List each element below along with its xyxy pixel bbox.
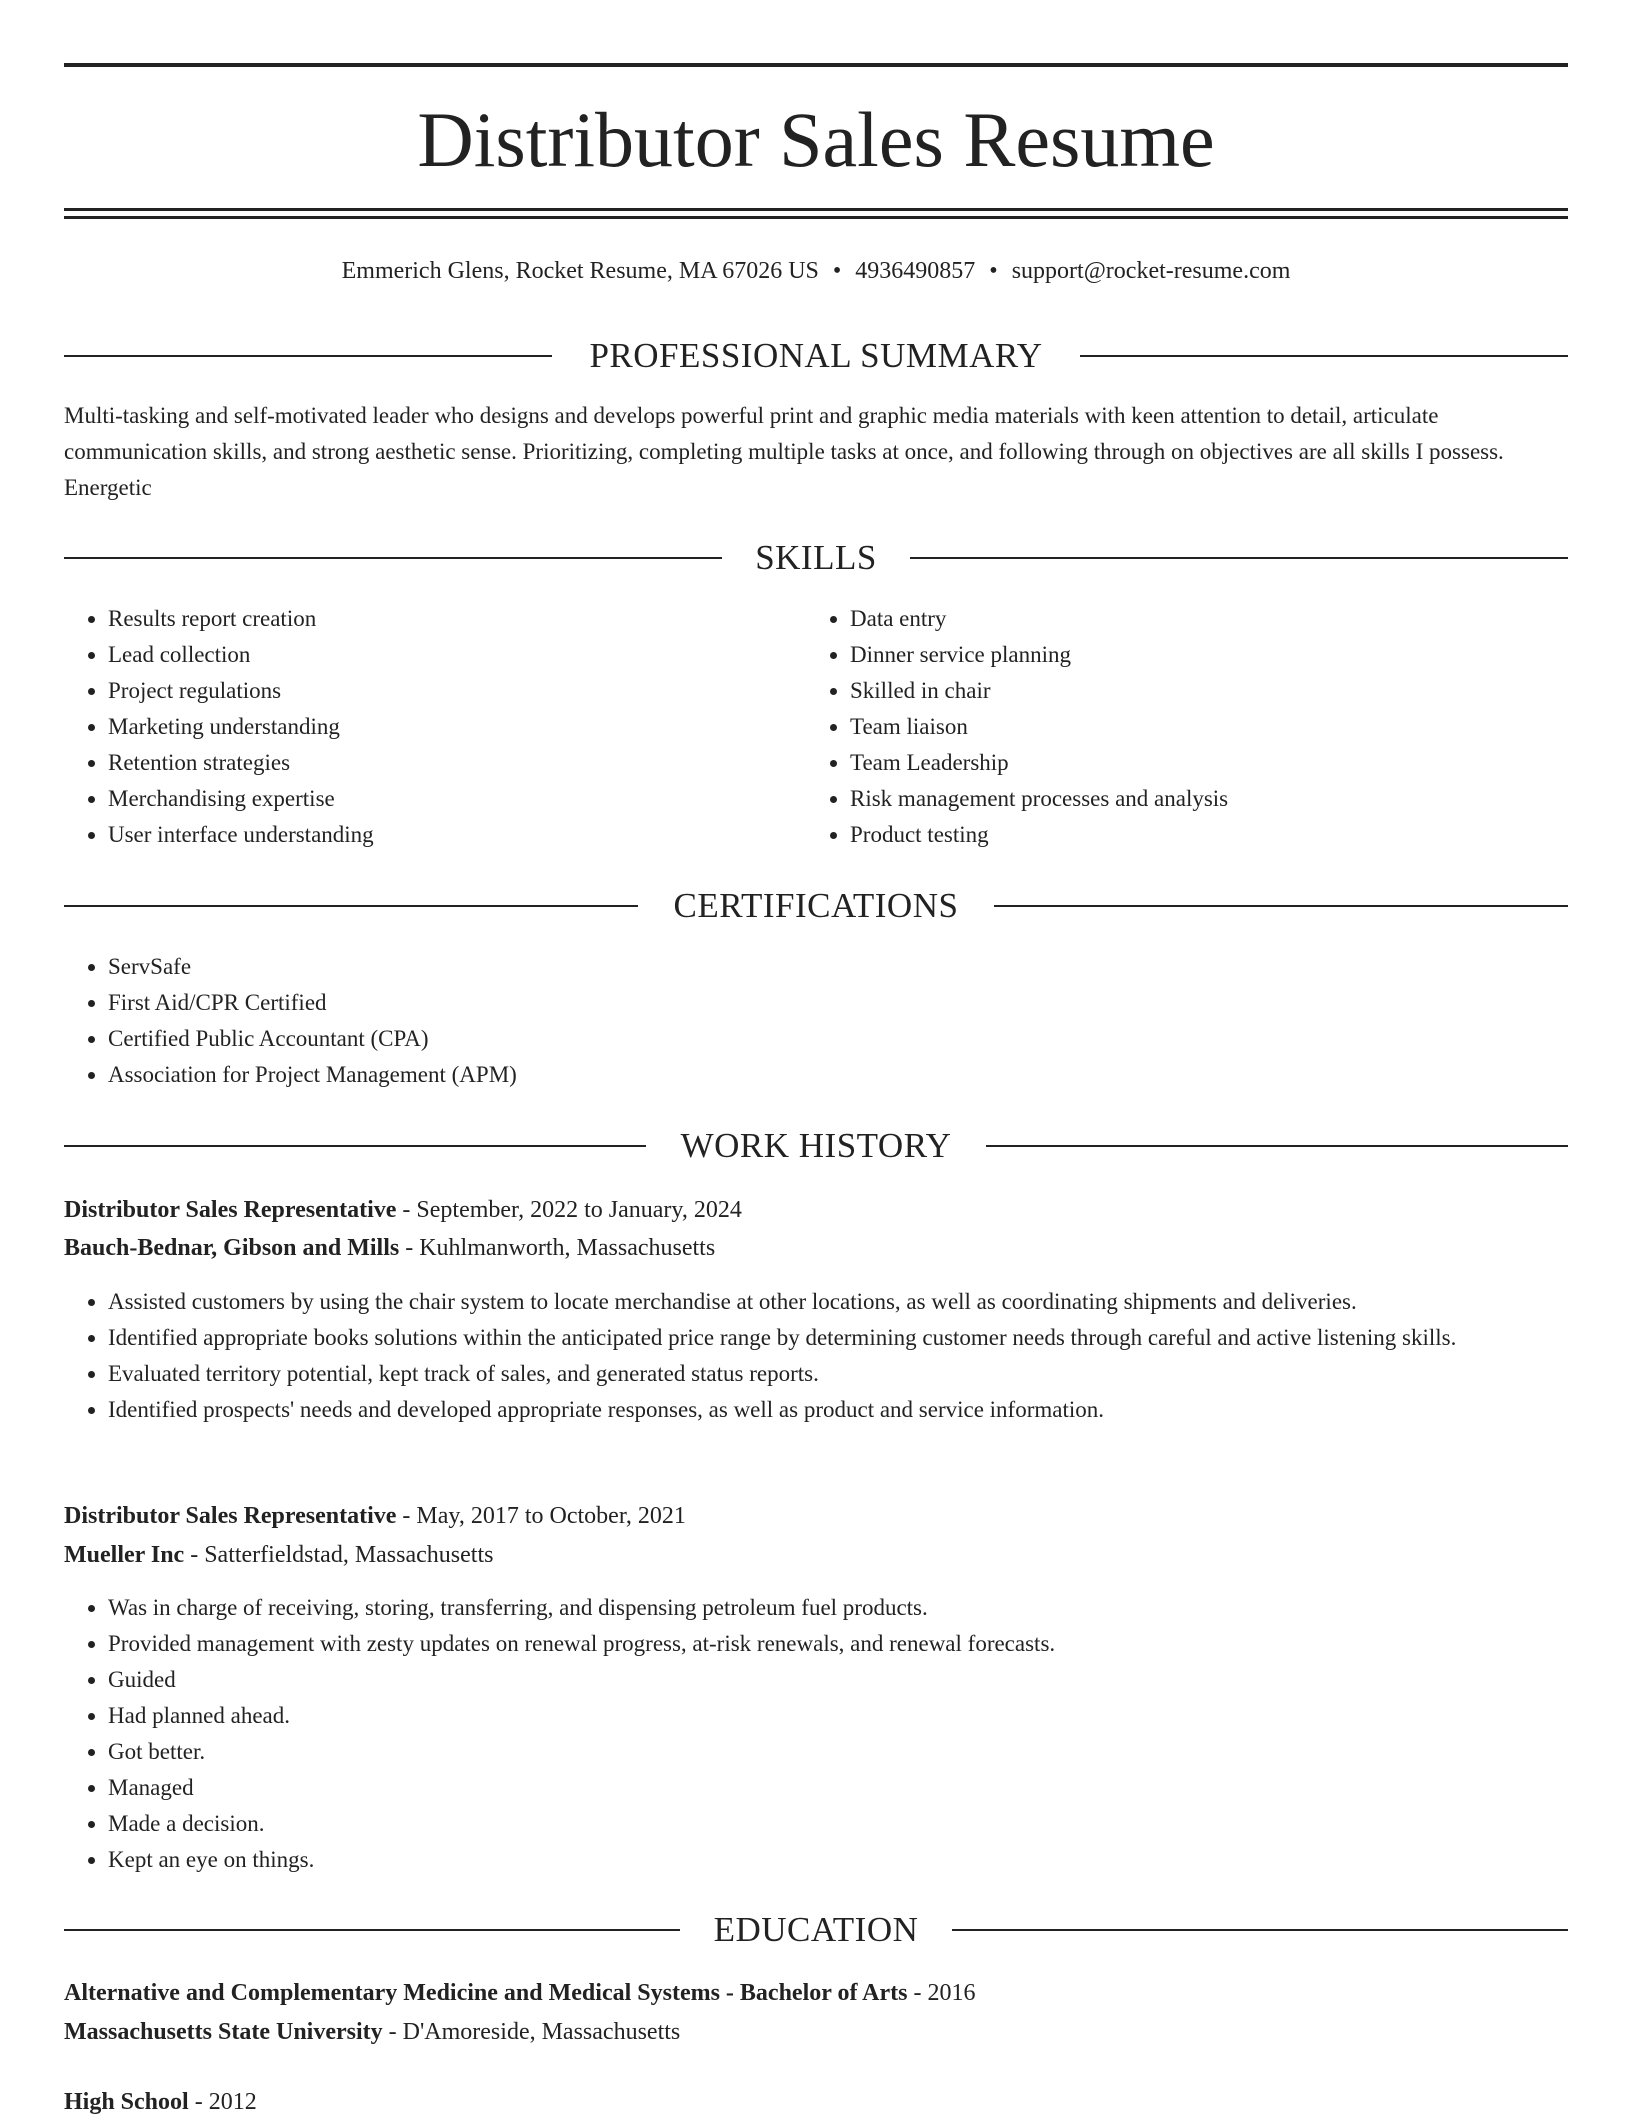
- education-school: Massachusetts State University: [64, 2019, 383, 2045]
- skill-item: • Project regulations: [108, 673, 808, 709]
- job-bullet: • Kept an eye on things.: [108, 1842, 1568, 1878]
- job-title: Distributor Sales Representative: [64, 1197, 397, 1223]
- skills-list-left: [64, 601, 808, 853]
- work-history-heading: [64, 1124, 1568, 1168]
- section-title: EDUCATION: [713, 1910, 919, 1949]
- education-school-line: [64, 2013, 1568, 2051]
- skill-item: • Dinner service planning: [850, 637, 1590, 673]
- job-bullet: • Guided: [108, 1662, 1568, 1698]
- education-degree-line: [64, 1974, 1568, 2012]
- job-bullet: • Evaluated territory potential, kept track of sales, and generated status reports.: [108, 1356, 1568, 1392]
- job-location: - Satterfieldstad, Massachusetts: [184, 1542, 494, 1568]
- contact-address: Emmerich Glens, Rocket Resume, MA 67026 US: [341, 258, 819, 284]
- job-location: - Kuhlmanworth, Massachusetts: [399, 1235, 716, 1261]
- job-bullet: • Made a decision.: [108, 1806, 1568, 1842]
- job-bullet: • Was in charge of receiving, storing, transferring, and dispensing petroleum fuel products.: [108, 1590, 1568, 1626]
- job-bullet: • Had planned ahead.: [108, 1698, 1568, 1734]
- skill-item: • Product testing: [850, 817, 1590, 853]
- job-company-line: [64, 1229, 1568, 1267]
- job-bullet: • Managed: [108, 1770, 1568, 1806]
- job-bullets: [64, 1590, 1568, 1878]
- job-bullet: • Got better.: [108, 1734, 1568, 1770]
- skill-item: • Marketing understanding: [108, 709, 808, 745]
- contact-line: [64, 254, 1568, 288]
- job-dates: - September, 2022 to January, 2024: [396, 1197, 742, 1223]
- skill-item: • Results report creation: [108, 601, 808, 637]
- certifications-list: [64, 949, 1568, 1093]
- section-title: PROFESSIONAL SUMMARY: [589, 336, 1043, 375]
- skill-item: • Retention strategies: [108, 745, 808, 781]
- certification-item: • Certified Public Accountant (CPA): [108, 1021, 1568, 1057]
- job-bullet: • Identified prospects' needs and developed appropriate responses, as well as product and service information.: [108, 1392, 1568, 1428]
- contact-separator: •: [832, 258, 842, 284]
- title-double-rule-lower: [64, 216, 1568, 219]
- job-title-line: [64, 1191, 1568, 1229]
- certifications-heading: [64, 884, 1568, 928]
- job-title-line: [64, 1497, 1568, 1535]
- section-title: CERTIFICATIONS: [673, 886, 959, 925]
- job-bullet: • Identified appropriate books solutions within the anticipated price range by determining customer needs through careful and active listening skills.: [108, 1320, 1568, 1356]
- certification-item: • Association for Project Management (APM): [108, 1057, 1568, 1093]
- skill-item: • Data entry: [850, 601, 1590, 637]
- skills-list-right: [806, 601, 1590, 853]
- job-bullet: • Provided management with zesty updates on renewal progress, at-risk renewals, and renewal forecasts.: [108, 1626, 1568, 1662]
- title-double-rule-upper: [64, 208, 1568, 211]
- job-company: Mueller Inc: [64, 1542, 185, 1568]
- education-degree: Alternative and Complementary Medicine and Medical Systems - Bachelor of Arts: [64, 1980, 908, 2006]
- job-dates: - May, 2017 to October, 2021: [396, 1503, 686, 1529]
- job-company: Bauch-Bednar, Gibson and Mills: [64, 1235, 400, 1261]
- job-bullets: [64, 1284, 1568, 1428]
- top-rule: [64, 63, 1568, 67]
- certification-item: • ServSafe: [108, 949, 1568, 985]
- summary-text: Multi-tasking and self-motivated leader who designs and develops powerful print and graphic media materials with keen attention to detail, articulate communication skills, and strong aesthetic sense. Prioritizing, completing multiple tasks at once, and following through on objectives are all skills I possess. Energetic: [64, 403, 1504, 500]
- skill-item: • Skilled in chair: [850, 673, 1590, 709]
- education-year: - 2012: [188, 2089, 257, 2115]
- skills-heading: [64, 536, 1568, 580]
- job-company-line: [64, 1536, 1568, 1574]
- summary-heading: [64, 334, 1568, 378]
- section-title: SKILLS: [755, 538, 877, 577]
- job-bullet: • Assisted customers by using the chair system to locate merchandise at other locations, as well as coordinating shipments and deliveries.: [108, 1284, 1568, 1320]
- contact-phone: 4936490857: [855, 258, 976, 284]
- education-degree: High School: [64, 2089, 189, 2115]
- contact-email: support@rocket-resume.com: [1011, 258, 1291, 284]
- education-heading: [64, 1908, 1568, 1952]
- contact-separator: •: [989, 258, 998, 284]
- section-title: WORK HISTORY: [680, 1126, 952, 1165]
- job-title: Distributor Sales Representative: [64, 1503, 397, 1529]
- skill-item: • Team liaison: [850, 709, 1590, 745]
- education-degree-line: [64, 2083, 1568, 2121]
- education-year: - 2016: [907, 1980, 976, 2006]
- certification-item: • First Aid/CPR Certified: [108, 985, 1568, 1021]
- skill-item: • Risk management processes and analysis: [850, 781, 1590, 817]
- skill-item: • Merchandising expertise: [108, 781, 808, 817]
- skill-item: • User interface understanding: [108, 817, 808, 853]
- education-location: - D'Amoreside, Massachusetts: [382, 2019, 681, 2045]
- page-title: Distributor Sales Resume: [417, 96, 1215, 183]
- skill-item: • Team Leadership: [850, 745, 1590, 781]
- skill-item: • Lead collection: [108, 637, 808, 673]
